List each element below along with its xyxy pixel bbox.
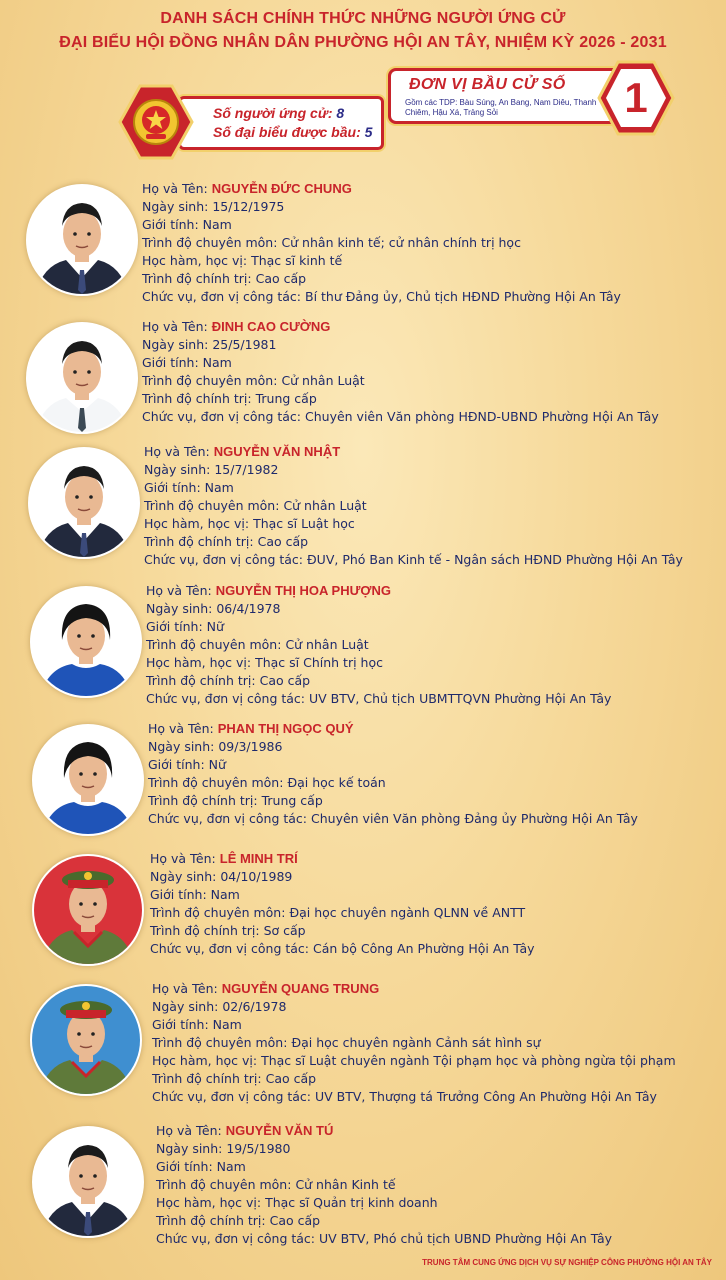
- field-name-label: Họ và Tên:: [150, 851, 216, 866]
- field-position-value: ĐUV, Phó Ban Kinh tế - Ngân sách HĐND Phường Hội An Tây: [307, 552, 683, 567]
- candidate-photo: [32, 1126, 144, 1238]
- title-line-2: ĐẠI BIỂU HỘI ĐỒNG NHÂN DÂN PHƯỜNG HỘI AN TÂY, NHIỆM KỲ 2026 - 2031: [59, 34, 667, 51]
- field-name-value: NGUYỄN VĂN TÚ: [225, 1123, 334, 1138]
- candidate-info: [152, 980, 676, 1106]
- field-degree-label: Học hàm, học vị:: [144, 516, 250, 531]
- field-expertise-label: Trình độ chuyên môn:: [152, 1035, 288, 1050]
- field-position-label: Chức vụ, đơn vị công tác:: [146, 691, 306, 706]
- unit-number-badge: [596, 58, 676, 138]
- field-political-label: Trình độ chính trị:: [146, 673, 256, 688]
- field-degree-value: Thạc sĩ Luật học: [253, 516, 355, 531]
- field-gender-label: Giới tính:: [142, 355, 199, 370]
- field-political-label: Trình độ chính trị:: [152, 1071, 262, 1086]
- candidate-info: [142, 318, 659, 426]
- field-expertise: [150, 904, 535, 922]
- field-political-label: Trình độ chính trị:: [156, 1213, 266, 1228]
- candidate-photo: [32, 724, 144, 836]
- field-dob-value: 15/12/1975: [212, 199, 285, 214]
- stats-box: [178, 96, 384, 150]
- candidate-info: [148, 720, 638, 828]
- field-political-label: Trình độ chính trị:: [144, 534, 254, 549]
- field-name: [152, 980, 676, 998]
- field-expertise-label: Trình độ chuyên môn:: [148, 775, 284, 790]
- field-position-value: Chuyên viên Văn phòng HĐND-UBND Phường Hội An Tây: [305, 409, 659, 424]
- field-degree: [144, 515, 683, 533]
- field-name-label: Họ và Tên:: [156, 1123, 222, 1138]
- field-name: [148, 720, 638, 738]
- field-expertise: [144, 497, 683, 515]
- field-position-label: Chức vụ, đơn vị công tác:: [150, 941, 310, 956]
- field-gender-value: Nam: [210, 887, 240, 902]
- candidate-count-value: 8: [336, 105, 345, 121]
- field-name-label: Họ và Tên:: [146, 583, 212, 598]
- field-gender: [142, 216, 621, 234]
- field-expertise-label: Trình độ chuyên môn:: [156, 1177, 292, 1192]
- field-dob-value: 04/10/1989: [220, 869, 293, 884]
- field-expertise-value: Đại học kế toán: [287, 775, 386, 790]
- field-expertise-value: Cử nhân Kinh tế: [295, 1177, 396, 1192]
- field-political-label: Trình độ chính trị:: [150, 923, 260, 938]
- field-political-value: Cao cấp: [265, 1071, 317, 1086]
- field-name: [142, 318, 659, 336]
- field-position: [144, 551, 683, 569]
- candidate-count: [213, 105, 344, 121]
- field-gender-label: Giới tính:: [150, 887, 207, 902]
- field-name-label: Họ và Tên:: [152, 981, 218, 996]
- field-gender-value: Nữ: [208, 757, 226, 772]
- field-dob: [144, 461, 683, 479]
- field-position: [152, 1088, 676, 1106]
- field-dob-value: 06/4/1978: [216, 601, 281, 616]
- field-name-label: Họ và Tên:: [144, 444, 210, 459]
- field-dob-value: 15/7/1982: [214, 462, 279, 477]
- field-expertise-value: Cử nhân kinh tế; cử nhân chính trị học: [281, 235, 521, 250]
- field-gender: [156, 1158, 612, 1176]
- field-dob-label: Ngày sinh:: [152, 999, 219, 1014]
- elected-count-value: 5: [364, 124, 373, 140]
- field-dob-label: Ngày sinh:: [146, 601, 213, 616]
- field-gender: [144, 479, 683, 497]
- field-political: [142, 270, 621, 288]
- field-position: [142, 408, 659, 426]
- field-political-value: Trung cấp: [255, 391, 317, 406]
- field-expertise-value: Cử nhân Luật: [281, 373, 365, 388]
- field-expertise-value: Cử nhân Luật: [283, 498, 367, 513]
- field-degree-label: Học hàm, học vị:: [142, 253, 248, 268]
- field-expertise: [142, 234, 621, 252]
- field-dob-value: 02/6/1978: [222, 999, 287, 1014]
- field-position: [146, 690, 611, 708]
- field-political: [144, 533, 683, 551]
- field-dob-value: 25/5/1981: [212, 337, 277, 352]
- field-position-value: UV BTV, Phó chủ tịch UBND Phường Hội An Tây: [319, 1231, 613, 1246]
- field-gender: [152, 1016, 676, 1034]
- field-dob: [150, 868, 535, 886]
- field-expertise-label: Trình độ chuyên môn:: [144, 498, 280, 513]
- field-name: [156, 1122, 612, 1140]
- field-degree: [142, 252, 621, 270]
- field-position-label: Chức vụ, đơn vị công tác:: [148, 811, 308, 826]
- field-expertise-label: Trình độ chuyên môn:: [150, 905, 286, 920]
- field-expertise-value: Đại học chuyên ngành Cảnh sát hình sự: [291, 1035, 541, 1050]
- unit-title: ĐƠN VỊ BẦU CỬ SỐ: [409, 76, 566, 93]
- field-political: [156, 1212, 612, 1230]
- field-expertise: [148, 774, 638, 792]
- field-position-label: Chức vụ, đơn vị công tác:: [142, 289, 302, 304]
- field-name-value: NGUYỄN THỊ HOA PHƯỢNG: [215, 583, 391, 598]
- field-gender-label: Giới tính:: [146, 619, 203, 634]
- candidate-count-label: Số người ứng cử:: [213, 105, 333, 121]
- field-name-value: PHAN THỊ NGỌC QUÝ: [217, 721, 354, 736]
- field-expertise-label: Trình độ chuyên môn:: [146, 637, 282, 652]
- field-expertise-label: Trình độ chuyên môn:: [142, 235, 278, 250]
- candidate-info: [146, 582, 611, 708]
- field-degree-value: Thạc sĩ Chính trị học: [255, 655, 383, 670]
- field-position-value: Bí thư Đảng ủy, Chủ tịch HĐND Phường Hội An Tây: [305, 289, 621, 304]
- field-political-value: Cao cấp: [257, 534, 309, 549]
- field-degree-value: Thạc sĩ kinh tế: [251, 253, 343, 268]
- field-position-value: UV BTV, Chủ tịch UBMTTQVN Phường Hội An Tây: [309, 691, 612, 706]
- field-dob-label: Ngày sinh:: [150, 869, 217, 884]
- field-expertise-value: Đại học chuyên ngành QLNN về ANTT: [289, 905, 526, 920]
- field-degree-value: Thạc sĩ Luật chuyên ngành Tội phạm học và phòng ngừa tội phạm: [261, 1053, 676, 1068]
- field-political-label: Trình độ chính trị:: [142, 391, 252, 406]
- field-position-label: Chức vụ, đơn vị công tác:: [156, 1231, 316, 1246]
- field-dob-label: Ngày sinh:: [148, 739, 215, 754]
- field-political: [152, 1070, 676, 1088]
- candidate-photo: [26, 184, 138, 296]
- candidate-photo: [26, 322, 138, 434]
- field-political-value: Cao cấp: [255, 271, 307, 286]
- electoral-unit-box: [388, 68, 626, 124]
- field-name-label: Họ và Tên:: [142, 319, 208, 334]
- candidate-photo: [28, 447, 140, 559]
- field-gender-value: Nam: [212, 1017, 242, 1032]
- field-expertise: [146, 636, 611, 654]
- field-name-label: Họ và Tên:: [142, 181, 208, 196]
- field-dob: [152, 998, 676, 1016]
- field-gender-label: Giới tính:: [152, 1017, 209, 1032]
- field-dob: [146, 600, 611, 618]
- field-gender-label: Giới tính:: [142, 217, 199, 232]
- field-gender-value: Nữ: [206, 619, 224, 634]
- field-expertise: [142, 372, 659, 390]
- unit-subtitle: Gồm các TDP: Bàu Súng, An Bang, Nam Diêu, Thanh Chiêm, Hậu Xá, Trảng Sỏi: [405, 98, 597, 117]
- elected-count-label: Số đại biểu được bầu:: [213, 124, 361, 140]
- field-political-value: Cao cấp: [259, 673, 311, 688]
- field-degree-label: Học hàm, học vị:: [156, 1195, 262, 1210]
- unit-number: 1: [624, 74, 648, 121]
- national-emblem-icon: [118, 84, 194, 160]
- field-degree-label: Học hàm, học vị:: [146, 655, 252, 670]
- field-gender-label: Giới tính:: [148, 757, 205, 772]
- candidate-photo: [30, 984, 142, 1096]
- field-name-value: NGUYỄN ĐỨC CHUNG: [211, 181, 352, 196]
- field-degree-value: Thạc sĩ Quản trị kinh doanh: [265, 1195, 438, 1210]
- field-gender-label: Giới tính:: [144, 480, 201, 495]
- field-position: [150, 940, 535, 958]
- field-gender: [142, 354, 659, 372]
- field-political-label: Trình độ chính trị:: [142, 271, 252, 286]
- field-position-value: Cán bộ Công An Phường Hội An Tây: [313, 941, 535, 956]
- field-expertise: [156, 1176, 612, 1194]
- field-dob-label: Ngày sinh:: [156, 1141, 223, 1156]
- field-position-value: Chuyên viên Văn phòng Đảng ủy Phường Hội An Tây: [311, 811, 638, 826]
- field-name-value: LÊ MINH TRÍ: [219, 851, 298, 866]
- field-dob-value: 09/3/1986: [218, 739, 283, 754]
- field-name: [142, 180, 621, 198]
- candidate-info: [144, 443, 683, 569]
- field-gender: [146, 618, 611, 636]
- field-political: [148, 792, 638, 810]
- field-political-value: Sơ cấp: [263, 923, 306, 938]
- field-gender: [148, 756, 638, 774]
- field-gender: [150, 886, 535, 904]
- field-gender-value: Nam: [216, 1159, 246, 1174]
- field-dob: [142, 198, 621, 216]
- field-political: [142, 390, 659, 408]
- field-degree: [156, 1194, 612, 1212]
- field-name-value: NGUYỄN VĂN NHẬT: [213, 444, 341, 459]
- field-gender-value: Nam: [202, 355, 232, 370]
- candidate-photo: [30, 586, 142, 698]
- field-expertise: [152, 1034, 676, 1052]
- field-dob-value: 19/5/1980: [226, 1141, 291, 1156]
- field-degree: [152, 1052, 676, 1070]
- field-expertise-value: Cử nhân Luật: [285, 637, 369, 652]
- field-name: [144, 443, 683, 461]
- field-position-label: Chức vụ, đơn vị công tác:: [144, 552, 304, 567]
- field-name: [150, 850, 535, 868]
- field-dob-label: Ngày sinh:: [142, 337, 209, 352]
- candidate-info: [150, 850, 535, 958]
- field-name-value: NGUYỄN QUANG TRUNG: [221, 981, 380, 996]
- candidate-info: [142, 180, 621, 306]
- field-gender-value: Nam: [202, 217, 232, 232]
- field-position: [142, 288, 621, 306]
- field-political: [150, 922, 535, 940]
- field-dob-label: Ngày sinh:: [144, 462, 211, 477]
- field-expertise-label: Trình độ chuyên môn:: [142, 373, 278, 388]
- field-name: [146, 582, 611, 600]
- field-political-label: Trình độ chính trị:: [148, 793, 258, 808]
- candidate-info: [156, 1122, 612, 1248]
- field-position-label: Chức vụ, đơn vị công tác:: [152, 1089, 312, 1104]
- footer-text: TRUNG TÂM CUNG ỨNG DỊCH VỤ SỰ NGHIỆP CÔNG PHƯỜNG HỘI AN TÂY: [422, 1258, 712, 1267]
- field-dob-label: Ngày sinh:: [142, 199, 209, 214]
- field-dob: [156, 1140, 612, 1158]
- field-political-value: Cao cấp: [269, 1213, 321, 1228]
- field-gender-label: Giới tính:: [156, 1159, 213, 1174]
- field-position: [148, 810, 638, 828]
- field-degree-label: Học hàm, học vị:: [152, 1053, 258, 1068]
- field-political: [146, 672, 611, 690]
- field-degree: [146, 654, 611, 672]
- candidate-photo: [32, 854, 144, 966]
- field-position-label: Chức vụ, đơn vị công tác:: [142, 409, 302, 424]
- field-name-value: ĐINH CAO CƯỜNG: [211, 319, 331, 334]
- field-gender-value: Nam: [204, 480, 234, 495]
- field-position: [156, 1230, 612, 1248]
- elected-count: [213, 124, 372, 140]
- field-dob: [148, 738, 638, 756]
- field-political-value: Trung cấp: [261, 793, 323, 808]
- field-dob: [142, 336, 659, 354]
- field-name-label: Họ và Tên:: [148, 721, 214, 736]
- title-line-1: DANH SÁCH CHÍNH THỨC NHỮNG NGƯỜI ỨNG CỬ: [160, 10, 566, 27]
- field-position-value: UV BTV, Thượng tá Trưởng Công An Phường Hội An Tây: [315, 1089, 657, 1104]
